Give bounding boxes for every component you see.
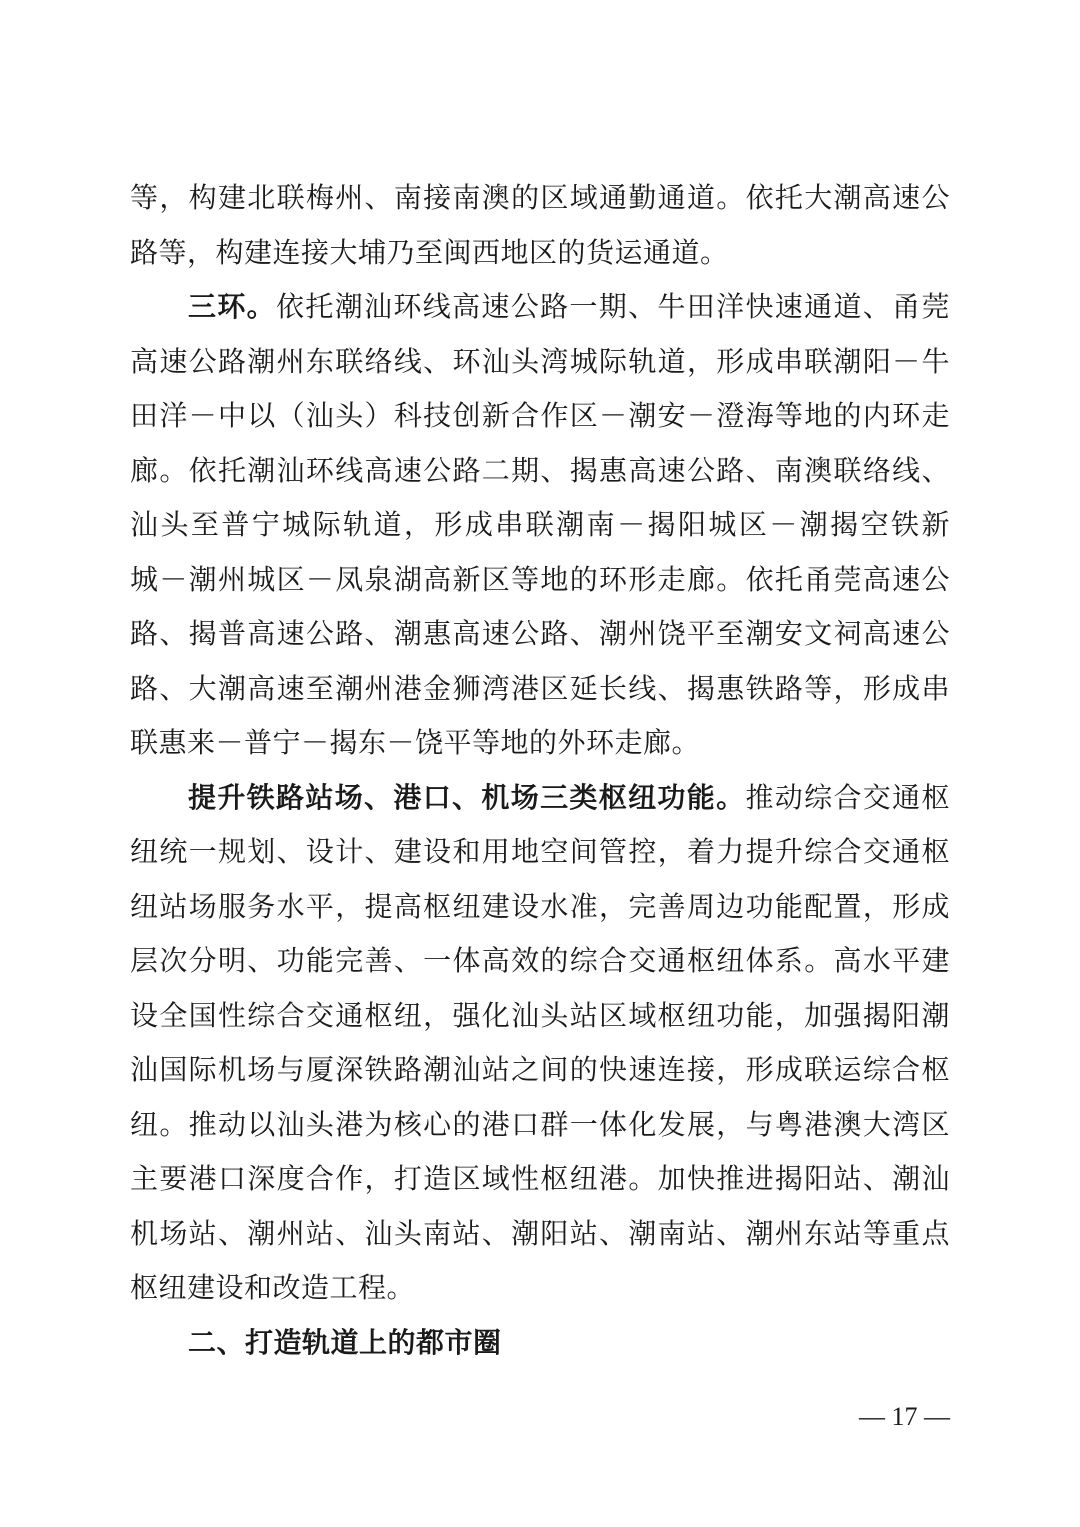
text-line [130,771,950,826]
text-line: 纽站场服务水平，提高枢纽建设水准，完善周边功能配置，形成 [130,889,950,923]
text-line: 路、大潮高速至潮州港金狮湾港区延长线、揭惠铁路等，形成串 [130,671,950,705]
paragraph-text: 依托潮汕环线高速公路一期、牛田洋快速通道、甬莞 [276,290,950,323]
body-text [130,171,950,1370]
text-line: 纽统一规划、设计、建设和用地空间管控，着力提升综合交通枢 [130,835,950,868]
text-line: 路、揭普高速公路、潮惠高速公路、潮州饶平至潮安文祠高速公 [130,617,950,650]
section-heading: 二、打造轨道上的都市圈 [188,1325,502,1359]
text-line: 高速公路潮州东联络线、环汕头湾城际轨道，形成串联潮阳－牛 [130,344,950,378]
paragraph-lead-heading: 三环。 [188,290,277,323]
paragraph-text: 推动综合交通枢 [745,780,950,814]
text-line: 等，构建北联梅州、南接南澳的区域通勤通道。依托大潮高速公 [130,181,950,214]
text-line: 廊。依托潮汕环线高速公路二期、揭惠高速公路、南澳联络线、 [130,453,950,487]
text-line: 田洋－中以（汕头）科技创新合作区－潮安－澄海等地的内环走 [130,399,950,432]
text-line: 纽。推动以汕头港为核心的港口群一体化发展，与粤港澳大湾区 [130,1107,950,1141]
text-line: 枢纽建设和改造工程。 [130,1271,416,1304]
text-line: 汕头至普宁城际轨道，形成串联潮南－揭阳城区－潮揭空铁新 [130,508,950,541]
text-line [130,280,950,335]
text-line: 汕国际机场与厦深铁路潮汕站之间的快速连接，形成联运综合枢 [130,1053,950,1086]
text-line: 城－潮州城区－凤泉湖高新区等地的环形走廊。依托甬莞高速公 [130,562,950,596]
text-line: 主要港口深度合作，打造区域性枢纽港。加快推进揭阳站、潮汕 [130,1162,950,1195]
text-line: 路等，构建连接大埔乃至闽西地区的货运通道。 [130,235,729,269]
text-line: 层次分明、功能完善、一体高效的综合交通枢纽体系。高水平建 [130,944,950,977]
text-line: 机场站、潮州站、汕头南站、潮阳站、潮南站、潮州东站等重点 [130,1216,950,1250]
paragraph-lead-heading: 提升铁路站场、港口、机场三类枢纽功能。 [188,780,746,814]
page-number: — 17 — [859,1402,950,1431]
text-line: 设全国性综合交通枢纽，强化汕头站区域枢纽功能，加强揭阳潮 [130,998,950,1032]
text-line: 联惠来－普宁－揭东－饶平等地的外环走廊。 [130,726,701,759]
